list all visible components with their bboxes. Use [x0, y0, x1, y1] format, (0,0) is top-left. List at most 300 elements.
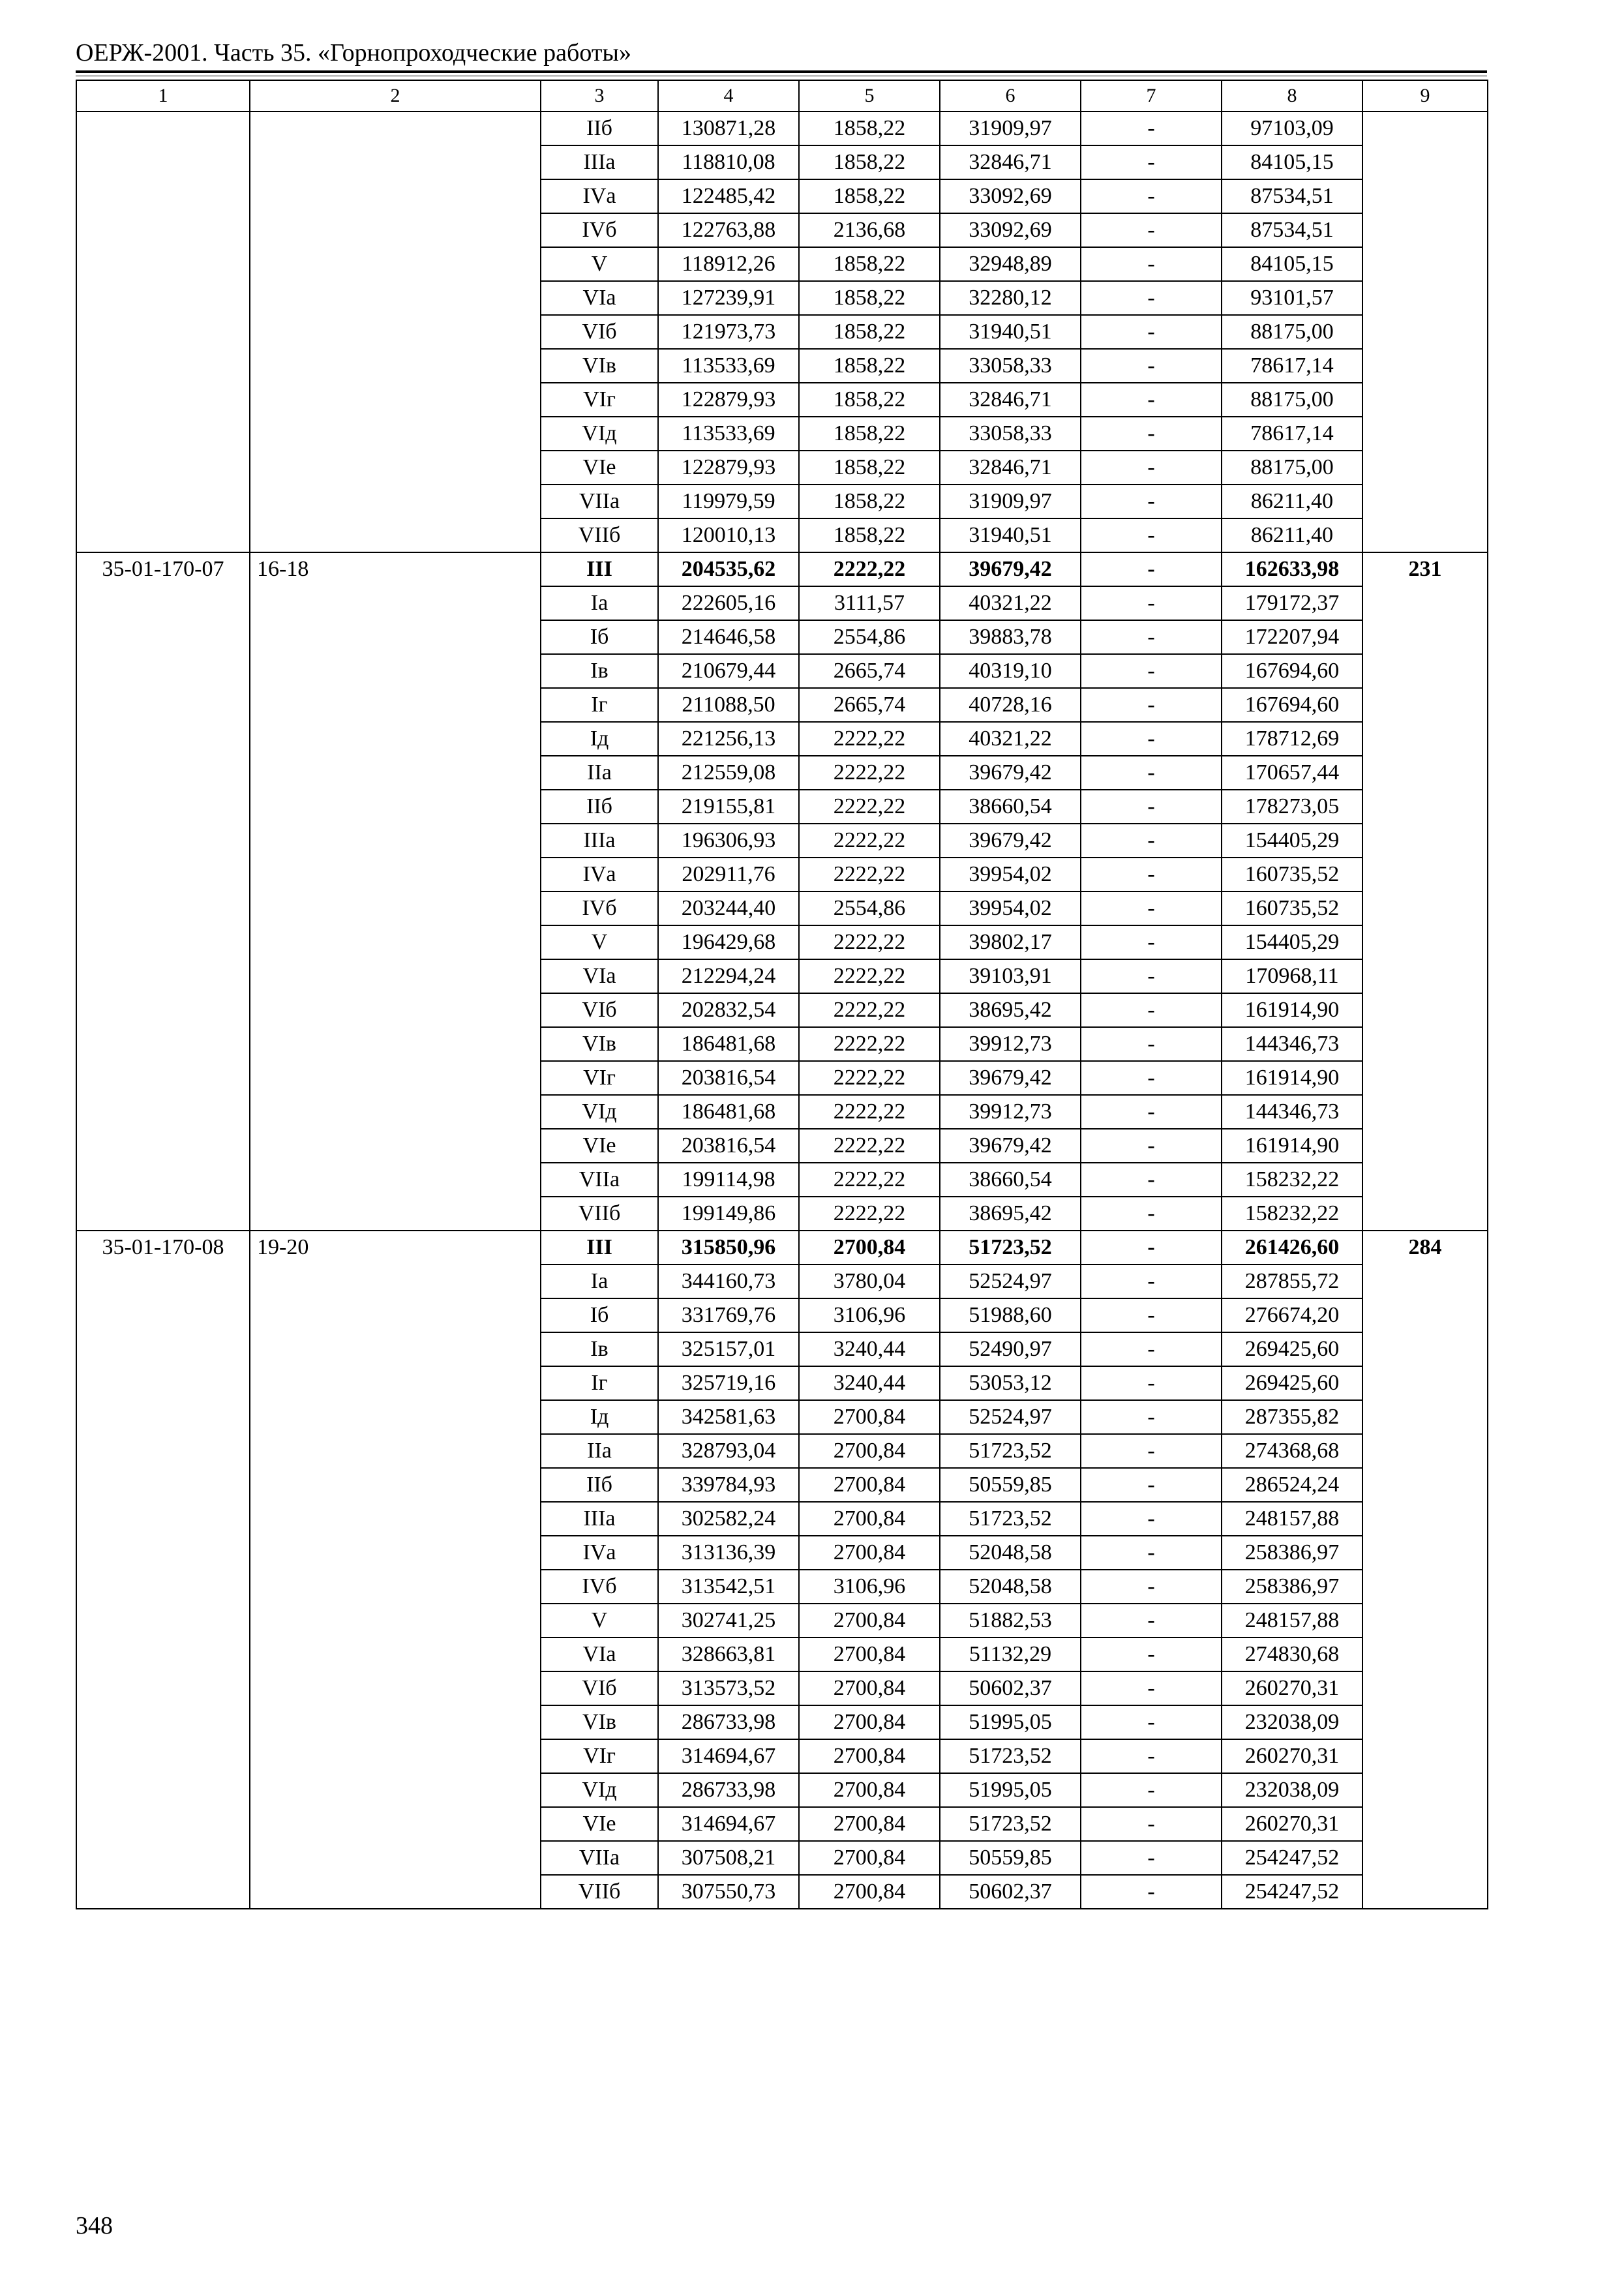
- value-cell-col4: 325719,16: [658, 1366, 799, 1400]
- value-cell-col8: 162633,98: [1222, 552, 1362, 586]
- value-cell-col7: -: [1081, 1400, 1222, 1434]
- value-cell-col8: 248157,88: [1222, 1604, 1362, 1638]
- value-cell-col8: 78617,14: [1222, 417, 1362, 451]
- value-cell-col5: 2700,84: [799, 1875, 940, 1909]
- value-cell-col8: 274830,68: [1222, 1638, 1362, 1671]
- value-cell-col4: 119979,59: [658, 485, 799, 518]
- value-cell-col4: 339784,93: [658, 1468, 799, 1502]
- value-cell-col6: 51995,05: [940, 1773, 1081, 1807]
- value-cell-col5: 1858,22: [799, 485, 940, 518]
- value-cell-col6: 39103,91: [940, 959, 1081, 993]
- zone-cell: VIIа: [541, 1163, 658, 1197]
- value-cell-col6: 33092,69: [940, 179, 1081, 213]
- value-cell-col8: 276674,20: [1222, 1298, 1362, 1332]
- zone-cell: VIб: [541, 1671, 658, 1705]
- value-cell-col8: 178273,05: [1222, 790, 1362, 824]
- value-cell-col8: 232038,09: [1222, 1773, 1362, 1807]
- value-cell-col5: 2222,22: [799, 993, 940, 1027]
- value-cell-col4: 328663,81: [658, 1638, 799, 1671]
- value-cell-col7: -: [1081, 518, 1222, 552]
- value-cell-col4: 222605,16: [658, 586, 799, 620]
- value-cell-col6: 51723,52: [940, 1434, 1081, 1468]
- value-cell-col8: 254247,52: [1222, 1841, 1362, 1875]
- value-cell-col5: 2222,22: [799, 1163, 940, 1197]
- value-cell-col4: 118810,08: [658, 145, 799, 179]
- value-cell-col5: 2700,84: [799, 1502, 940, 1536]
- value-cell-col7: -: [1081, 586, 1222, 620]
- zone-cell: VIе: [541, 1129, 658, 1163]
- value-cell-col8: 232038,09: [1222, 1705, 1362, 1739]
- value-cell-col8: 84105,15: [1222, 247, 1362, 281]
- zone-cell: IVа: [541, 1536, 658, 1570]
- value-cell-col4: 314694,67: [658, 1807, 799, 1841]
- value-cell-col8: 88175,00: [1222, 451, 1362, 485]
- column-number: 9: [1362, 80, 1488, 112]
- page-header-title: ОЕРЖ-2001. Часть 35. «Горнопроходческие работы»: [76, 39, 631, 67]
- zone-cell: Iг: [541, 1366, 658, 1400]
- zone-cell: VIа: [541, 959, 658, 993]
- value-cell-col6: 39679,42: [940, 756, 1081, 790]
- value-cell-col8: 160735,52: [1222, 858, 1362, 891]
- value-cell-col8: 161914,90: [1222, 1061, 1362, 1095]
- value-cell-col4: 186481,68: [658, 1095, 799, 1129]
- value-cell-col8: 260270,31: [1222, 1807, 1362, 1841]
- value-cell-col5: 2700,84: [799, 1400, 940, 1434]
- value-cell-col4: 342581,63: [658, 1400, 799, 1434]
- value-cell-col5: 2700,84: [799, 1638, 940, 1671]
- zone-cell: III: [541, 1231, 658, 1264]
- value-cell-col8: 179172,37: [1222, 586, 1362, 620]
- table-row: [76, 112, 1488, 145]
- value-cell-col4: 202911,76: [658, 858, 799, 891]
- zone-cell: Iв: [541, 1332, 658, 1366]
- value-cell-col5: 1858,22: [799, 315, 940, 349]
- value-cell-col6: 32948,89: [940, 247, 1081, 281]
- value-cell-col8: 87534,51: [1222, 213, 1362, 247]
- value-cell-col8: 161914,90: [1222, 993, 1362, 1027]
- value-cell-col7: -: [1081, 858, 1222, 891]
- value-cell-col8: 287355,82: [1222, 1400, 1362, 1434]
- value-cell-col4: 313542,51: [658, 1570, 799, 1604]
- zone-cell: VIIа: [541, 485, 658, 518]
- value-cell-col8: 86211,40: [1222, 485, 1362, 518]
- value-cell-col6: 39679,42: [940, 1129, 1081, 1163]
- value-cell-col5: 2700,84: [799, 1536, 940, 1570]
- value-cell-col6: 39679,42: [940, 824, 1081, 858]
- value-cell-col5: 2222,22: [799, 824, 940, 858]
- value-cell-col4: 127239,91: [658, 281, 799, 315]
- value-cell-col7: -: [1081, 1875, 1222, 1909]
- value-cell-col7: -: [1081, 1604, 1222, 1638]
- value-cell-col4: 307550,73: [658, 1875, 799, 1909]
- value-cell-col8: 97103,09: [1222, 112, 1362, 145]
- value-cell-col6: 39912,73: [940, 1095, 1081, 1129]
- zone-cell: VIд: [541, 1095, 658, 1129]
- value-cell-col4: 199114,98: [658, 1163, 799, 1197]
- value-cell-col5: 2700,84: [799, 1434, 940, 1468]
- value-cell-col5: 3240,44: [799, 1332, 940, 1366]
- value-cell-col5: 2700,84: [799, 1807, 940, 1841]
- value-cell-col5: 2222,22: [799, 1061, 940, 1095]
- value-cell-col7: -: [1081, 349, 1222, 383]
- zone-cell: VIв: [541, 349, 658, 383]
- value-cell-col4: 331769,76: [658, 1298, 799, 1332]
- value-cell-col6: 50602,37: [940, 1671, 1081, 1705]
- rates-table: [76, 80, 1488, 1909]
- zone-cell: IIIа: [541, 145, 658, 179]
- column-number: 3: [541, 80, 658, 112]
- value-cell-col5: 1858,22: [799, 349, 940, 383]
- value-cell-col6: 33092,69: [940, 213, 1081, 247]
- zone-cell: VIв: [541, 1705, 658, 1739]
- value-cell-col8: 258386,97: [1222, 1536, 1362, 1570]
- value-cell-col6: 52490,97: [940, 1332, 1081, 1366]
- zone-cell: IIб: [541, 790, 658, 824]
- value-cell-col5: 3780,04: [799, 1264, 940, 1298]
- column-number: 6: [940, 80, 1081, 112]
- value-cell-col6: 52048,58: [940, 1570, 1081, 1604]
- value-cell-col7: -: [1081, 315, 1222, 349]
- value-cell-col4: 286733,98: [658, 1773, 799, 1807]
- column-number-row: [76, 80, 1488, 112]
- value-cell-col4: 130871,28: [658, 112, 799, 145]
- value-cell-col8: 78617,14: [1222, 349, 1362, 383]
- value-cell-col6: 33058,33: [940, 417, 1081, 451]
- zone-cell: IIб: [541, 112, 658, 145]
- zone-cell: V: [541, 925, 658, 959]
- zone-cell: VIIа: [541, 1841, 658, 1875]
- value-cell-col5: 2222,22: [799, 722, 940, 756]
- value-cell-col8: 269425,60: [1222, 1366, 1362, 1400]
- value-cell-col4: 214646,58: [658, 620, 799, 654]
- value-cell-col7: -: [1081, 1332, 1222, 1366]
- value-cell-col5: 2222,22: [799, 959, 940, 993]
- value-cell-col6: 33058,33: [940, 349, 1081, 383]
- zone-cell: IVа: [541, 858, 658, 891]
- value-cell-col6: 50559,85: [940, 1468, 1081, 1502]
- value-cell-col7: -: [1081, 247, 1222, 281]
- zone-cell: VIг: [541, 1061, 658, 1095]
- rate-code-cell: [76, 112, 250, 552]
- value-cell-col6: 51723,52: [940, 1739, 1081, 1773]
- value-cell-col6: 32846,71: [940, 383, 1081, 417]
- zone-cell: IVб: [541, 1570, 658, 1604]
- value-cell-col7: -: [1081, 1638, 1222, 1671]
- range-cell: [250, 112, 541, 552]
- zone-cell: IVб: [541, 891, 658, 925]
- value-cell-col7: -: [1081, 1231, 1222, 1264]
- value-cell-col8: 88175,00: [1222, 383, 1362, 417]
- zone-cell: VIIб: [541, 1875, 658, 1909]
- value-cell-col5: 2665,74: [799, 654, 940, 688]
- value-cell-col6: 39954,02: [940, 891, 1081, 925]
- value-cell-col6: 38660,54: [940, 1163, 1081, 1197]
- value-cell-col5: 3240,44: [799, 1366, 940, 1400]
- value-cell-col7: -: [1081, 1095, 1222, 1129]
- value-cell-col8: 158232,22: [1222, 1197, 1362, 1231]
- value-cell-col4: 344160,73: [658, 1264, 799, 1298]
- value-cell-col5: 2222,22: [799, 925, 940, 959]
- value-cell-col8: 144346,73: [1222, 1095, 1362, 1129]
- value-cell-col6: 39679,42: [940, 1061, 1081, 1095]
- page-number: 348: [76, 2212, 113, 2239]
- value-cell-col5: 2222,22: [799, 756, 940, 790]
- column-number: 4: [658, 80, 799, 112]
- value-cell-col7: -: [1081, 993, 1222, 1027]
- column-number: 1: [76, 80, 250, 112]
- zone-cell: VIа: [541, 1638, 658, 1671]
- value-cell-col8: 88175,00: [1222, 315, 1362, 349]
- zone-cell: VIд: [541, 417, 658, 451]
- value-cell-col6: 51723,52: [940, 1807, 1081, 1841]
- value-cell-col8: 161914,90: [1222, 1129, 1362, 1163]
- value-cell-col8: 286524,24: [1222, 1468, 1362, 1502]
- value-cell-col8: 167694,60: [1222, 654, 1362, 688]
- zone-cell: V: [541, 1604, 658, 1638]
- value-cell-col6: 40321,22: [940, 586, 1081, 620]
- zone-cell: VIIб: [541, 518, 658, 552]
- value-cell-col4: 203244,40: [658, 891, 799, 925]
- value-cell-col4: 196429,68: [658, 925, 799, 959]
- value-cell-col6: 39912,73: [940, 1027, 1081, 1061]
- header-rule-thick: [76, 70, 1487, 73]
- value-cell-col4: 199149,86: [658, 1197, 799, 1231]
- zone-cell: VIа: [541, 281, 658, 315]
- value-cell-col7: -: [1081, 1197, 1222, 1231]
- value-cell-col7: -: [1081, 145, 1222, 179]
- value-cell-col4: 212559,08: [658, 756, 799, 790]
- value-cell-col4: 315850,96: [658, 1231, 799, 1264]
- value-cell-col6: 53053,12: [940, 1366, 1081, 1400]
- value-cell-col6: 40321,22: [940, 722, 1081, 756]
- value-cell-col4: 314694,67: [658, 1739, 799, 1773]
- value-cell-col6: 39883,78: [940, 620, 1081, 654]
- value-cell-col6: 32280,12: [940, 281, 1081, 315]
- rate-code-cell: 35-01-170-08: [76, 1231, 250, 1909]
- value-cell-col5: 1858,22: [799, 518, 940, 552]
- zone-cell: IIIа: [541, 824, 658, 858]
- value-cell-col8: 258386,97: [1222, 1570, 1362, 1604]
- value-cell-col6: 32846,71: [940, 451, 1081, 485]
- table-body: [76, 80, 1488, 1909]
- value-cell-col6: 50602,37: [940, 1875, 1081, 1909]
- zone-cell: VIе: [541, 1807, 658, 1841]
- zone-cell: IVа: [541, 179, 658, 213]
- value-cell-col6: 51723,52: [940, 1231, 1081, 1264]
- value-cell-col5: 2222,22: [799, 790, 940, 824]
- value-cell-col5: 3106,96: [799, 1570, 940, 1604]
- col9-cell: 231: [1362, 552, 1488, 1231]
- value-cell-col7: -: [1081, 1739, 1222, 1773]
- value-cell-col8: 84105,15: [1222, 145, 1362, 179]
- zone-cell: Iа: [541, 1264, 658, 1298]
- value-cell-col6: 39802,17: [940, 925, 1081, 959]
- value-cell-col7: -: [1081, 417, 1222, 451]
- value-cell-col6: 51995,05: [940, 1705, 1081, 1739]
- value-cell-col6: 40319,10: [940, 654, 1081, 688]
- value-cell-col5: 2700,84: [799, 1604, 940, 1638]
- value-cell-col6: 51132,29: [940, 1638, 1081, 1671]
- value-cell-col7: -: [1081, 179, 1222, 213]
- value-cell-col8: 93101,57: [1222, 281, 1362, 315]
- value-cell-col7: -: [1081, 1264, 1222, 1298]
- value-cell-col6: 40728,16: [940, 688, 1081, 722]
- value-cell-col7: -: [1081, 1536, 1222, 1570]
- value-cell-col5: 1858,22: [799, 417, 940, 451]
- value-cell-col5: 2665,74: [799, 688, 940, 722]
- value-cell-col4: 202832,54: [658, 993, 799, 1027]
- value-cell-col4: 210679,44: [658, 654, 799, 688]
- value-cell-col8: 260270,31: [1222, 1671, 1362, 1705]
- value-cell-col7: -: [1081, 756, 1222, 790]
- value-cell-col8: 154405,29: [1222, 824, 1362, 858]
- value-cell-col8: 261426,60: [1222, 1231, 1362, 1264]
- value-cell-col7: -: [1081, 1773, 1222, 1807]
- zone-cell: III: [541, 552, 658, 586]
- value-cell-col8: 158232,22: [1222, 1163, 1362, 1197]
- value-cell-col5: 2700,84: [799, 1773, 940, 1807]
- value-cell-col7: -: [1081, 1705, 1222, 1739]
- value-cell-col6: 31940,51: [940, 518, 1081, 552]
- value-cell-col5: 1858,22: [799, 112, 940, 145]
- zone-cell: IIа: [541, 1434, 658, 1468]
- value-cell-col5: 2700,84: [799, 1739, 940, 1773]
- value-cell-col5: 1858,22: [799, 179, 940, 213]
- value-cell-col7: -: [1081, 790, 1222, 824]
- value-cell-col5: 2222,22: [799, 1129, 940, 1163]
- value-cell-col5: 2700,84: [799, 1705, 940, 1739]
- zone-cell: Iд: [541, 722, 658, 756]
- value-cell-col7: -: [1081, 383, 1222, 417]
- value-cell-col7: -: [1081, 281, 1222, 315]
- value-cell-col4: 286733,98: [658, 1705, 799, 1739]
- value-cell-col8: 144346,73: [1222, 1027, 1362, 1061]
- value-cell-col5: 2222,22: [799, 858, 940, 891]
- value-cell-col4: 325157,01: [658, 1332, 799, 1366]
- zone-cell: VIIб: [541, 1197, 658, 1231]
- value-cell-col8: 287855,72: [1222, 1264, 1362, 1298]
- value-cell-col8: 160735,52: [1222, 891, 1362, 925]
- value-cell-col5: 2700,84: [799, 1231, 940, 1264]
- value-cell-col4: 302741,25: [658, 1604, 799, 1638]
- value-cell-col4: 186481,68: [658, 1027, 799, 1061]
- value-cell-col4: 122879,93: [658, 383, 799, 417]
- value-cell-col4: 302582,24: [658, 1502, 799, 1536]
- value-cell-col8: 248157,88: [1222, 1502, 1362, 1536]
- column-number: 2: [250, 80, 541, 112]
- value-cell-col6: 51723,52: [940, 1502, 1081, 1536]
- column-number: 7: [1081, 80, 1222, 112]
- zone-cell: IVб: [541, 213, 658, 247]
- col9-cell: 284: [1362, 1231, 1488, 1909]
- zone-cell: VIб: [541, 315, 658, 349]
- table-row: [76, 552, 1488, 586]
- value-cell-col5: 2222,22: [799, 1027, 940, 1061]
- rate-code-cell: 35-01-170-07: [76, 552, 250, 1231]
- value-cell-col6: 38695,42: [940, 1197, 1081, 1231]
- zone-cell: VIг: [541, 383, 658, 417]
- value-cell-col4: 212294,24: [658, 959, 799, 993]
- value-cell-col8: 254247,52: [1222, 1875, 1362, 1909]
- zone-cell: VIв: [541, 1027, 658, 1061]
- value-cell-col6: 52048,58: [940, 1536, 1081, 1570]
- value-cell-col8: 172207,94: [1222, 620, 1362, 654]
- value-cell-col6: 52524,97: [940, 1264, 1081, 1298]
- value-cell-col5: 3111,57: [799, 586, 940, 620]
- value-cell-col5: 1858,22: [799, 383, 940, 417]
- value-cell-col5: 2222,22: [799, 552, 940, 586]
- value-cell-col4: 313573,52: [658, 1671, 799, 1705]
- value-cell-col4: 113533,69: [658, 349, 799, 383]
- value-cell-col7: -: [1081, 620, 1222, 654]
- range-cell: 16-18: [250, 552, 541, 1231]
- table-row: [76, 1231, 1488, 1264]
- value-cell-col6: 38695,42: [940, 993, 1081, 1027]
- value-cell-col7: -: [1081, 891, 1222, 925]
- value-cell-col7: -: [1081, 722, 1222, 756]
- value-cell-col8: 87534,51: [1222, 179, 1362, 213]
- value-cell-col8: 260270,31: [1222, 1739, 1362, 1773]
- value-cell-col7: -: [1081, 213, 1222, 247]
- value-cell-col7: -: [1081, 1434, 1222, 1468]
- zone-cell: IIIа: [541, 1502, 658, 1536]
- value-cell-col8: 170968,11: [1222, 959, 1362, 993]
- zone-cell: IIа: [541, 756, 658, 790]
- value-cell-col5: 1858,22: [799, 145, 940, 179]
- value-cell-col8: 167694,60: [1222, 688, 1362, 722]
- zone-cell: Iд: [541, 1400, 658, 1434]
- zone-cell: VIб: [541, 993, 658, 1027]
- zone-cell: Iа: [541, 586, 658, 620]
- value-cell-col5: 1858,22: [799, 247, 940, 281]
- value-cell-col5: 2700,84: [799, 1671, 940, 1705]
- value-cell-col5: 2554,86: [799, 620, 940, 654]
- value-cell-col7: -: [1081, 654, 1222, 688]
- value-cell-col7: -: [1081, 1502, 1222, 1536]
- value-cell-col4: 118912,26: [658, 247, 799, 281]
- value-cell-col7: -: [1081, 1298, 1222, 1332]
- value-cell-col7: -: [1081, 1468, 1222, 1502]
- value-cell-col7: -: [1081, 1841, 1222, 1875]
- value-cell-col8: 178712,69: [1222, 722, 1362, 756]
- value-cell-col4: 120010,13: [658, 518, 799, 552]
- zone-cell: Iб: [541, 620, 658, 654]
- value-cell-col6: 31940,51: [940, 315, 1081, 349]
- range-cell: 19-20: [250, 1231, 541, 1909]
- value-cell-col6: 32846,71: [940, 145, 1081, 179]
- column-number: 5: [799, 80, 940, 112]
- zone-cell: Iв: [541, 654, 658, 688]
- value-cell-col6: 31909,97: [940, 485, 1081, 518]
- zone-cell: VIг: [541, 1739, 658, 1773]
- value-cell-col4: 328793,04: [658, 1434, 799, 1468]
- value-cell-col5: 1858,22: [799, 281, 940, 315]
- value-cell-col4: 122485,42: [658, 179, 799, 213]
- value-cell-col7: -: [1081, 1366, 1222, 1400]
- value-cell-col7: -: [1081, 451, 1222, 485]
- value-cell-col5: 3106,96: [799, 1298, 940, 1332]
- value-cell-col6: 51988,60: [940, 1298, 1081, 1332]
- column-number: 8: [1222, 80, 1362, 112]
- zone-cell: V: [541, 247, 658, 281]
- value-cell-col4: 307508,21: [658, 1841, 799, 1875]
- value-cell-col8: 269425,60: [1222, 1332, 1362, 1366]
- value-cell-col7: -: [1081, 1807, 1222, 1841]
- value-cell-col7: -: [1081, 1570, 1222, 1604]
- value-cell-col4: 313136,39: [658, 1536, 799, 1570]
- value-cell-col4: 113533,69: [658, 417, 799, 451]
- value-cell-col8: 86211,40: [1222, 518, 1362, 552]
